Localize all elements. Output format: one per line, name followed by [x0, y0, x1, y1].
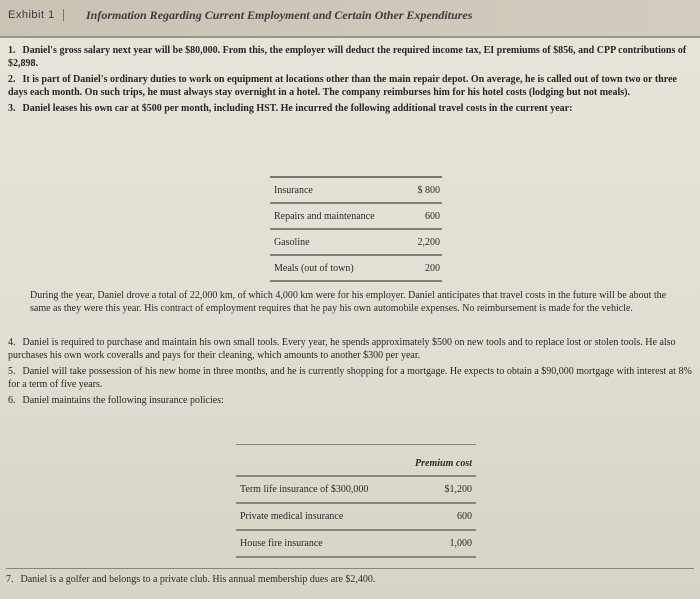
table-row — [270, 230, 442, 256]
item-number: 3. — [8, 103, 16, 114]
items-top — [8, 44, 688, 118]
table-row — [270, 204, 442, 230]
row-label: Insurance — [274, 184, 313, 196]
table-row — [270, 178, 442, 204]
table-top-rule — [236, 444, 476, 445]
row-label: Repairs and maintenance — [274, 210, 375, 222]
exhibit-header — [0, 0, 700, 38]
item-text: Daniel is a golfer and belongs to a private club. His annual membership dues are $2,400. — [20, 574, 376, 585]
item-text: Daniel is required to purchase and maintain his own small tools. Every year, he spends approximately $500 on new tools and to replace lost or stolen tools. He also purchases his own work coveralls and pays for their cleaning, which amounts to another $300 per year. — [8, 337, 676, 361]
row-value: 600 — [457, 511, 472, 522]
list-item — [8, 365, 692, 391]
row-value: 600 — [425, 210, 440, 222]
item-number: 6. — [8, 395, 16, 406]
row-value: 2,200 — [417, 236, 440, 248]
table-row — [236, 477, 476, 504]
item-number: 5. — [8, 366, 16, 377]
row-value: $ 800 — [417, 184, 440, 196]
row-label: Gasoline — [274, 236, 310, 248]
insurance-table — [236, 444, 476, 558]
items-mid — [8, 336, 692, 410]
table-row — [270, 256, 442, 282]
item-text: Daniel's gross salary next year will be $80,000. From this, the employer will deduct the required income tax, EI premiums of $856, and CPP contributions of $2,898. — [8, 45, 687, 69]
row-label: Term life insurance of $300,000 — [240, 484, 369, 495]
row-label: Private medical insurance — [240, 511, 344, 522]
row-value: 200 — [425, 262, 440, 274]
table-row — [236, 504, 476, 531]
row-value: $1,200 — [444, 484, 472, 495]
item-text: Daniel maintains the following insurance policies: — [22, 395, 224, 406]
list-item — [8, 394, 692, 407]
row-value: 1,000 — [449, 538, 472, 549]
item-number: 2. — [8, 74, 16, 85]
list-item — [6, 568, 694, 586]
column-header-premium: Premium cost — [236, 453, 476, 477]
exhibit-label: Exhibit 1 — [8, 9, 64, 21]
list-item — [8, 336, 692, 362]
table-row — [236, 531, 476, 558]
item-text: Daniel will take possession of his new home in three months, and he is currently shopping for a mortgage. He expects to obtain a $90,000 mortgage with interest at 8% for a term of five years. — [8, 366, 692, 390]
item-text: Daniel leases his own car at $500 per month, including HST. He incurred the following additional travel costs in the current year: — [22, 103, 573, 114]
item-number: 7. — [6, 574, 14, 585]
list-item — [8, 44, 688, 70]
row-label: Meals (out of town) — [274, 262, 354, 274]
list-item — [8, 73, 688, 99]
travel-paragraph: During the year, Daniel drove a total of 22,000 km, of which 4,000 km were for his employer. Daniel anticipates that travel costs in the future will be about the same as they were this year. His contract of employment requires that he pay his own automobile expenses. No reimbursement is made for the vehicle. — [30, 290, 667, 314]
travel-costs-table — [270, 176, 442, 282]
item-number: 1. — [8, 45, 16, 56]
exhibit-title: Information Regarding Current Employment and Certain Other Expenditures — [86, 8, 473, 22]
item-number: 4. — [8, 337, 16, 348]
list-item — [8, 102, 688, 115]
item-text: It is part of Daniel's ordinary duties to work on equipment at locations other than the main repair depot. On average, he is called out of town two or three days each month. On such trips, he must always stay overnight in a hotel. The company reimburses him for his hotel costs (lodging but not meals). — [8, 74, 677, 98]
row-label: House fire insurance — [240, 538, 323, 549]
